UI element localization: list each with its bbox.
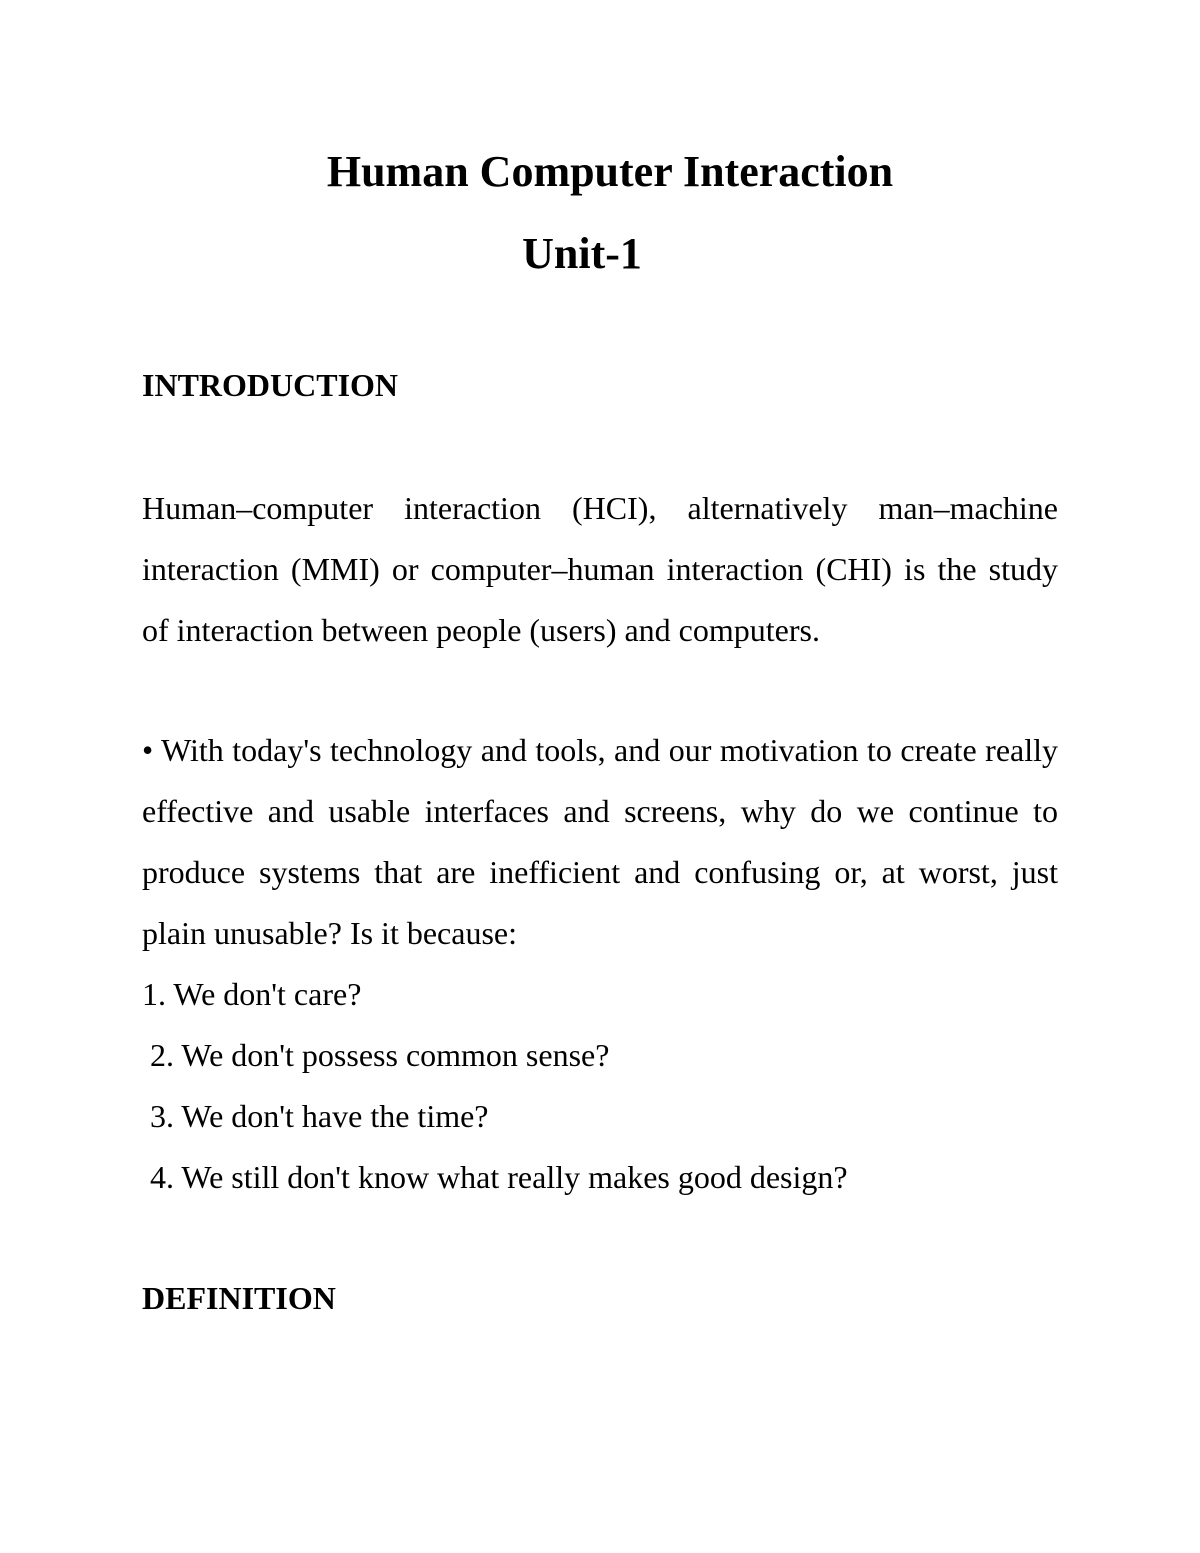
unit-label: Unit-1 — [522, 229, 642, 278]
document-title: Human Computer Interaction — [326, 147, 894, 196]
bullet-paragraph: • With today's technology and tools, and our motivation to create really effective and usable interfaces and screens, why do we continue to produce systems that are inefficient and confusing or, at worst, just plain unusable? Is it because: — [142, 732, 1058, 951]
introduction-heading: INTRODUCTION — [142, 367, 399, 403]
list-item: 1. We don't care? — [142, 976, 362, 1012]
introduction-paragraph: Human–computer interaction (HCI), alternatively man–machine interaction (MMI) or computer–human interaction (CHI) is the study of interaction between people (users) and computers. — [142, 490, 1058, 648]
reasons-list — [142, 964, 1058, 1208]
list-item: 4. We still don't know what really makes good design? — [142, 1159, 848, 1195]
list-item: 3. We don't have the time? — [142, 1098, 489, 1134]
definition-heading: DEFINITION — [142, 1280, 336, 1316]
list-item: 2. We don't possess common sense? — [142, 1037, 610, 1073]
